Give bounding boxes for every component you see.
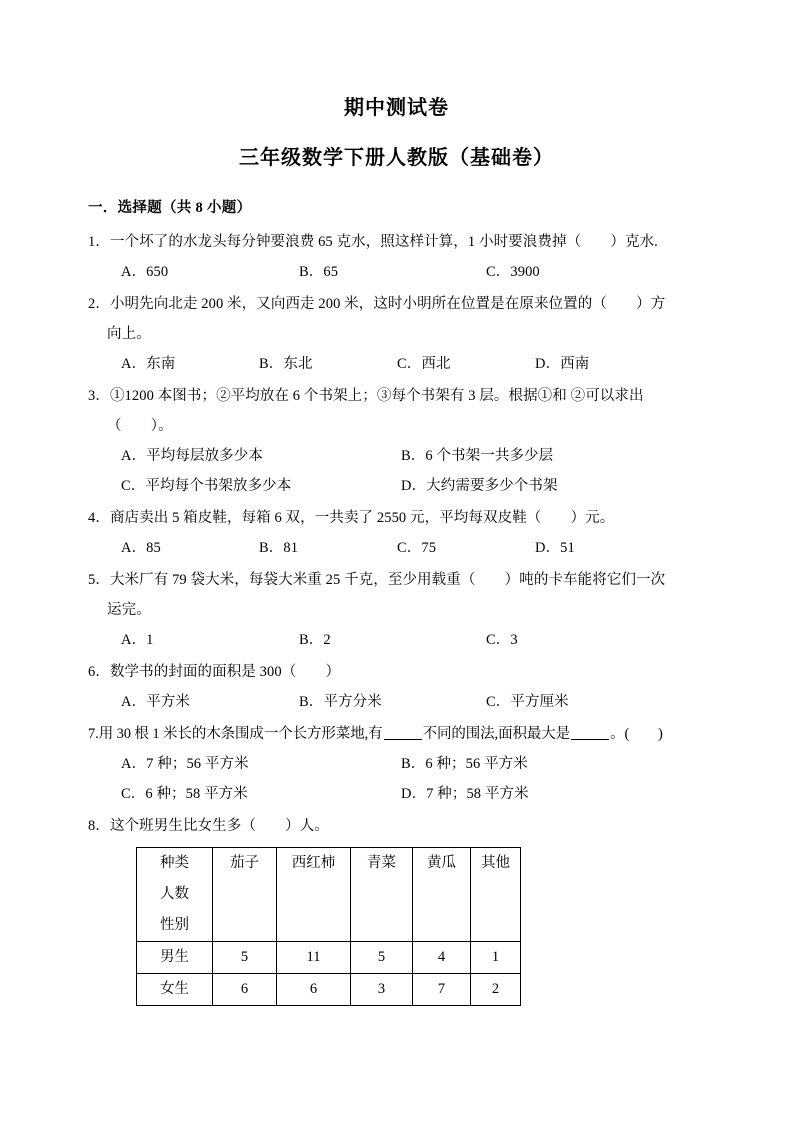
question-2-text: 小明先向北走 200 米，又向西走 200 米，这时小明所在位置是在原来位置的（ ）方 xyxy=(109,296,666,312)
table-cell-boys-3: 5 xyxy=(351,942,413,974)
question-4-text: 商店卖出 5 箱皮鞋，每箱 6 双，一共卖了 2550 元，平均每双皮鞋（ ）元。 xyxy=(109,510,615,526)
question-7-text-c: 。( ) xyxy=(610,726,663,742)
table-row-header xyxy=(137,848,521,942)
question-4-option-d[interactable]: D．51 xyxy=(535,540,575,556)
question-5 xyxy=(88,565,721,655)
question-5-option-a[interactable]: A．1 xyxy=(121,632,154,648)
question-7-fill-blank-1[interactable] xyxy=(384,739,422,740)
question-6-text: 数学书的封面的面积是 300（ ） xyxy=(109,664,341,680)
table-cell-girls-4: 7 xyxy=(413,974,471,1006)
question-7-option-a[interactable]: A．7 种；56 平方米 xyxy=(121,756,249,772)
question-3 xyxy=(88,381,721,501)
section-heading-choice: 一．选择题（共 8 小题） xyxy=(88,200,252,216)
table-cell-boys-1: 5 xyxy=(213,942,277,974)
table-cell-boys-2: 11 xyxy=(277,942,351,974)
table-row-label-boys: 男生 xyxy=(137,942,213,974)
question-3-options-row-1 xyxy=(88,441,721,471)
question-5-text: 大米厂有 79 袋大米，每袋大米重 25 千克，至少用载重（ ）吨的卡车能将它们一次 xyxy=(109,572,666,588)
page-subtitle: 三年级数学下册人教版（基础卷） xyxy=(239,147,554,169)
question-2-option-a[interactable]: A．东南 xyxy=(121,356,176,372)
question-1-options xyxy=(88,257,721,287)
question-4-number: 4． xyxy=(88,510,110,526)
question-6-number: 6． xyxy=(88,664,110,680)
question-4 xyxy=(88,503,721,563)
question-3-option-c[interactable]: C．平均每个书架放多少本 xyxy=(121,478,292,494)
question-7 xyxy=(88,719,721,809)
question-5-option-c[interactable]: C．3 xyxy=(486,632,518,648)
table-header-corner xyxy=(137,848,213,942)
table-cell-girls-2: 6 xyxy=(277,974,351,1006)
question-8-text: 这个班男生比女生多（ ）人。 xyxy=(109,818,329,834)
question-5-option-b[interactable]: B．2 xyxy=(299,632,331,648)
table-cell-girls-1: 6 xyxy=(213,974,277,1006)
question-2-option-d[interactable]: D．西南 xyxy=(535,356,590,372)
question-8-table-wrap xyxy=(88,847,721,1006)
question-5-text-cont: 运完。 xyxy=(107,602,151,618)
table-row xyxy=(137,974,521,1006)
question-2 xyxy=(88,289,721,379)
question-3-option-d[interactable]: D．大约需要多少个书架 xyxy=(401,478,558,494)
question-8-number: 8． xyxy=(88,818,110,834)
table-header-corner-line-2: 人数 xyxy=(160,886,189,902)
question-6-options xyxy=(88,687,721,717)
question-1-number: 1． xyxy=(88,234,110,250)
table-col-header-3: 青菜 xyxy=(351,848,413,942)
question-4-stem xyxy=(88,503,721,533)
question-7-stem xyxy=(88,719,721,749)
question-6-stem xyxy=(88,657,721,687)
question-6-option-a[interactable]: A．平方米 xyxy=(121,694,190,710)
question-7-fill-blank-2[interactable] xyxy=(571,739,609,740)
table-header-corner-line-3: 性别 xyxy=(160,917,189,933)
question-7-number: 7. xyxy=(88,726,99,742)
question-5-stem xyxy=(88,565,721,625)
table-cell-girls-5: 2 xyxy=(471,974,521,1006)
question-7-options-row-1 xyxy=(88,749,721,779)
question-7-options-row-2 xyxy=(88,779,721,809)
table-row xyxy=(137,942,521,974)
page-title: 期中测试卷 xyxy=(344,97,449,119)
question-1-option-a[interactable]: A．650 xyxy=(121,264,169,280)
question-2-stem xyxy=(88,289,721,349)
question-1 xyxy=(88,227,721,287)
question-1-option-c[interactable]: C．3900 xyxy=(486,264,540,280)
question-4-options xyxy=(88,533,721,563)
question-1-stem xyxy=(88,227,721,257)
question-3-option-b[interactable]: B．6 个书架一共多少层 xyxy=(401,448,554,464)
question-7-text-b: 不同的围法,面积最大是 xyxy=(422,726,571,742)
question-1-option-b[interactable]: B．65 xyxy=(299,264,339,280)
question-1-text: 一个坏了的水龙头每分钟要浪费 65 克水，照这样计算，1 小时要浪费掉（ ）克水. xyxy=(109,234,658,250)
question-3-option-a[interactable]: A．平均每层放多少本 xyxy=(121,448,263,464)
question-2-option-c[interactable]: C．西北 xyxy=(397,356,451,372)
question-2-option-b[interactable]: B．东北 xyxy=(259,356,313,372)
question-4-option-a[interactable]: A．85 xyxy=(121,540,161,556)
question-6 xyxy=(88,657,721,717)
question-7-option-b[interactable]: B．6 种；56 平方米 xyxy=(401,756,528,772)
question-8-stem xyxy=(88,811,721,841)
table-cell-girls-3: 3 xyxy=(351,974,413,1006)
question-7-option-c[interactable]: C．6 种；58 平方米 xyxy=(121,786,248,802)
table-header-corner-line-1: 种类 xyxy=(160,855,189,871)
question-6-option-b[interactable]: B．平方分米 xyxy=(299,694,382,710)
question-7-text-a: 用 30 根 1 米长的木条围成一个长方形菜地,有 xyxy=(98,726,383,742)
question-5-number: 5． xyxy=(88,572,110,588)
question-3-text-cont: （ ）。 xyxy=(107,418,173,434)
question-3-options-row-2 xyxy=(88,471,721,501)
question-4-option-b[interactable]: B．81 xyxy=(259,540,299,556)
table-col-header-5: 其他 xyxy=(471,848,521,942)
question-7-option-d[interactable]: D．7 种；58 平方米 xyxy=(401,786,529,802)
student-vegetable-table xyxy=(136,847,521,1006)
table-row-label-girls: 女生 xyxy=(137,974,213,1006)
question-3-stem xyxy=(88,381,721,441)
question-3-text: ①1200 本图书；②平均放在 6 个书架上；③每个书架有 3 层。根据①和 ②可以求出 xyxy=(109,388,644,404)
table-cell-boys-4: 4 xyxy=(413,942,471,974)
question-2-text-cont: 向上。 xyxy=(107,326,151,342)
question-3-number: 3． xyxy=(88,388,110,404)
question-2-number: 2． xyxy=(88,296,110,312)
question-2-options xyxy=(88,349,721,379)
table-col-header-4: 黄瓜 xyxy=(413,848,471,942)
exam-content xyxy=(0,197,793,1006)
table-cell-boys-5: 1 xyxy=(471,942,521,974)
question-4-option-c[interactable]: C．75 xyxy=(397,540,437,556)
question-6-option-c[interactable]: C．平方厘米 xyxy=(486,694,569,710)
table-col-header-2: 西红柿 xyxy=(277,848,351,942)
table-col-header-1: 茄子 xyxy=(213,848,277,942)
question-8 xyxy=(88,811,721,1006)
question-5-options xyxy=(88,625,721,655)
